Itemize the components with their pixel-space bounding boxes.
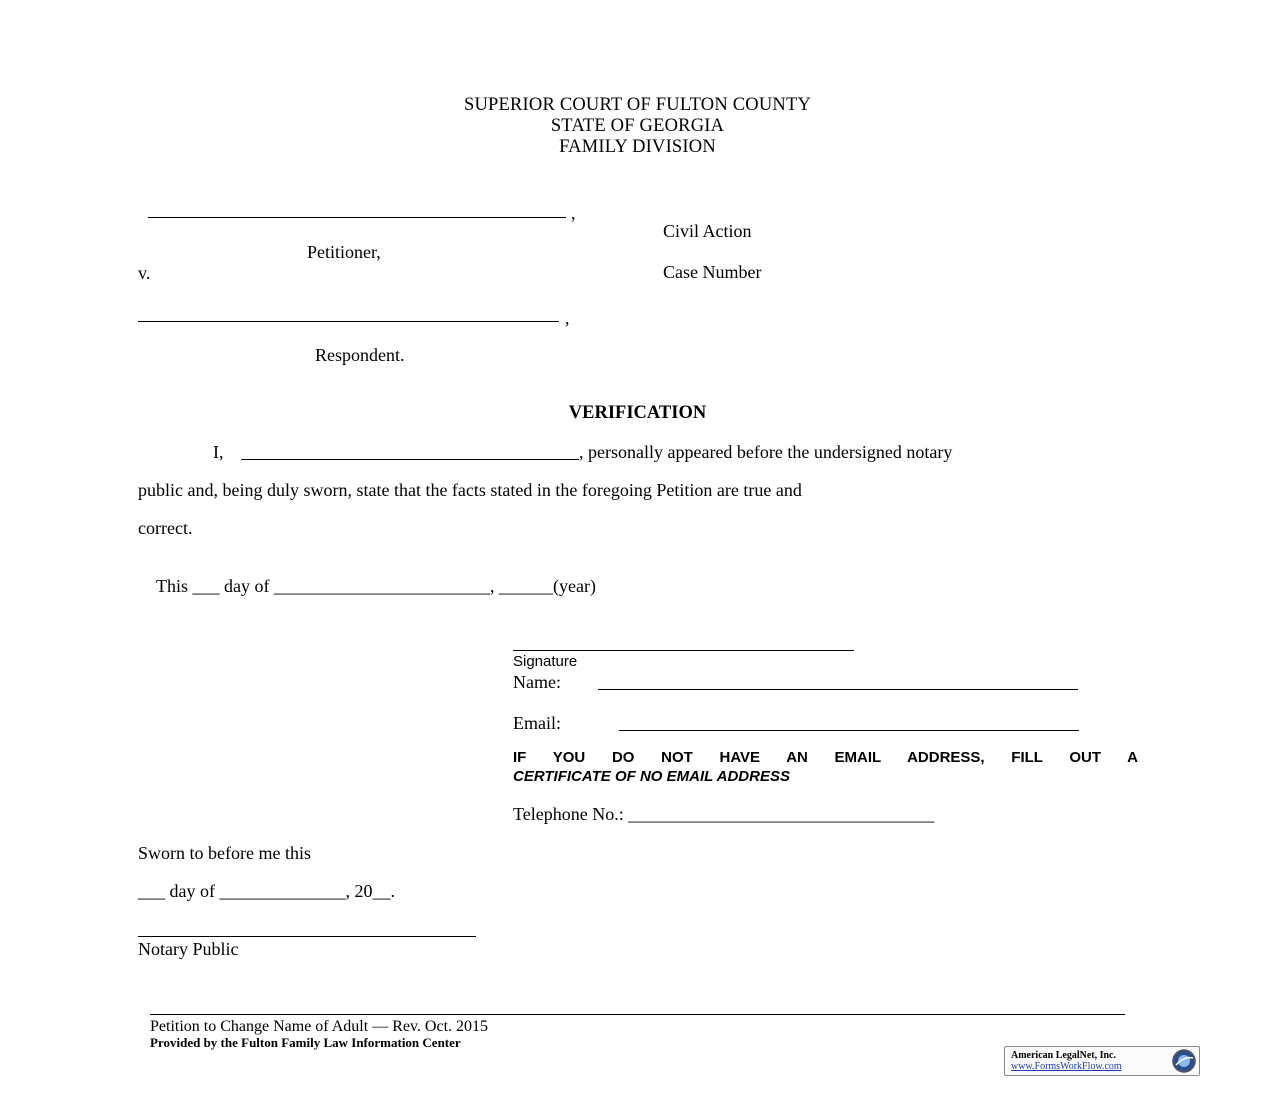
respondent-comma: , — [565, 308, 570, 328]
case-number-label: Case Number — [663, 262, 762, 282]
notary-signature-line[interactable] — [138, 936, 476, 937]
american-legalnet-logo[interactable] — [1004, 1046, 1200, 1076]
court-state: STATE OF GEORGIA — [550, 116, 725, 136]
verification-line2: public and, being duly sworn, state that the facts stated in the foregoing Petition are true and — [138, 480, 802, 500]
email-label: Email: — [513, 713, 561, 733]
footer-provider: Provided by the Fulton Family Law Information Center — [150, 1035, 461, 1050]
verification-title: VERIFICATION — [568, 403, 707, 423]
email-warning-line2: CERTIFICATE OF NO EMAIL ADDRESS — [513, 768, 790, 785]
verification-line1: , personally appeared before the undersigned notary — [579, 442, 953, 462]
verification-line3: correct. — [138, 518, 193, 538]
respondent-name-line[interactable] — [138, 321, 559, 322]
email-line[interactable] — [619, 730, 1079, 731]
notary-day-line: ___ day of ______________, 20__. — [138, 881, 395, 901]
petitioner-name-line[interactable] — [148, 217, 566, 218]
signature-line[interactable] — [513, 650, 854, 651]
versus-label: v. — [138, 263, 151, 283]
respondent-label: Respondent. — [315, 345, 405, 365]
verification-date-line: This ___ day of ________________________, ______(year) — [156, 576, 596, 596]
email-warning-line1: IF YOU DO NOT HAVE AN EMAIL ADDRESS, FILL OUT A — [513, 749, 1138, 766]
signature-label: Signature — [513, 653, 578, 670]
petitioner-comma: , — [571, 203, 576, 223]
notary-public-label: Notary Public — [138, 939, 239, 959]
sworn-line: Sworn to before me this — [138, 843, 311, 863]
globe-icon — [1171, 1048, 1197, 1074]
court-name: SUPERIOR COURT OF FULTON COUNTY — [463, 95, 812, 115]
civil-action-label: Civil Action — [663, 221, 752, 241]
telephone-line: Telephone No.: __________________________________ — [513, 804, 935, 824]
name-label: Name: — [513, 672, 561, 692]
court-division: FAMILY DIVISION — [559, 137, 716, 157]
logo-url-link[interactable]: www.FormsWorkFlow.com — [1011, 1061, 1122, 1072]
name-line[interactable] — [598, 689, 1078, 690]
logo-company: American LegalNet, Inc. — [1011, 1050, 1116, 1061]
footer-form-title: Petition to Change Name of Adult — Rev. Oct. 2015 — [150, 1018, 489, 1035]
petitioner-label: Petitioner, — [307, 242, 381, 262]
affiant-prefix: I, — [213, 442, 224, 462]
footer-rule — [150, 1014, 1125, 1015]
affiant-name-line[interactable] — [241, 459, 579, 460]
